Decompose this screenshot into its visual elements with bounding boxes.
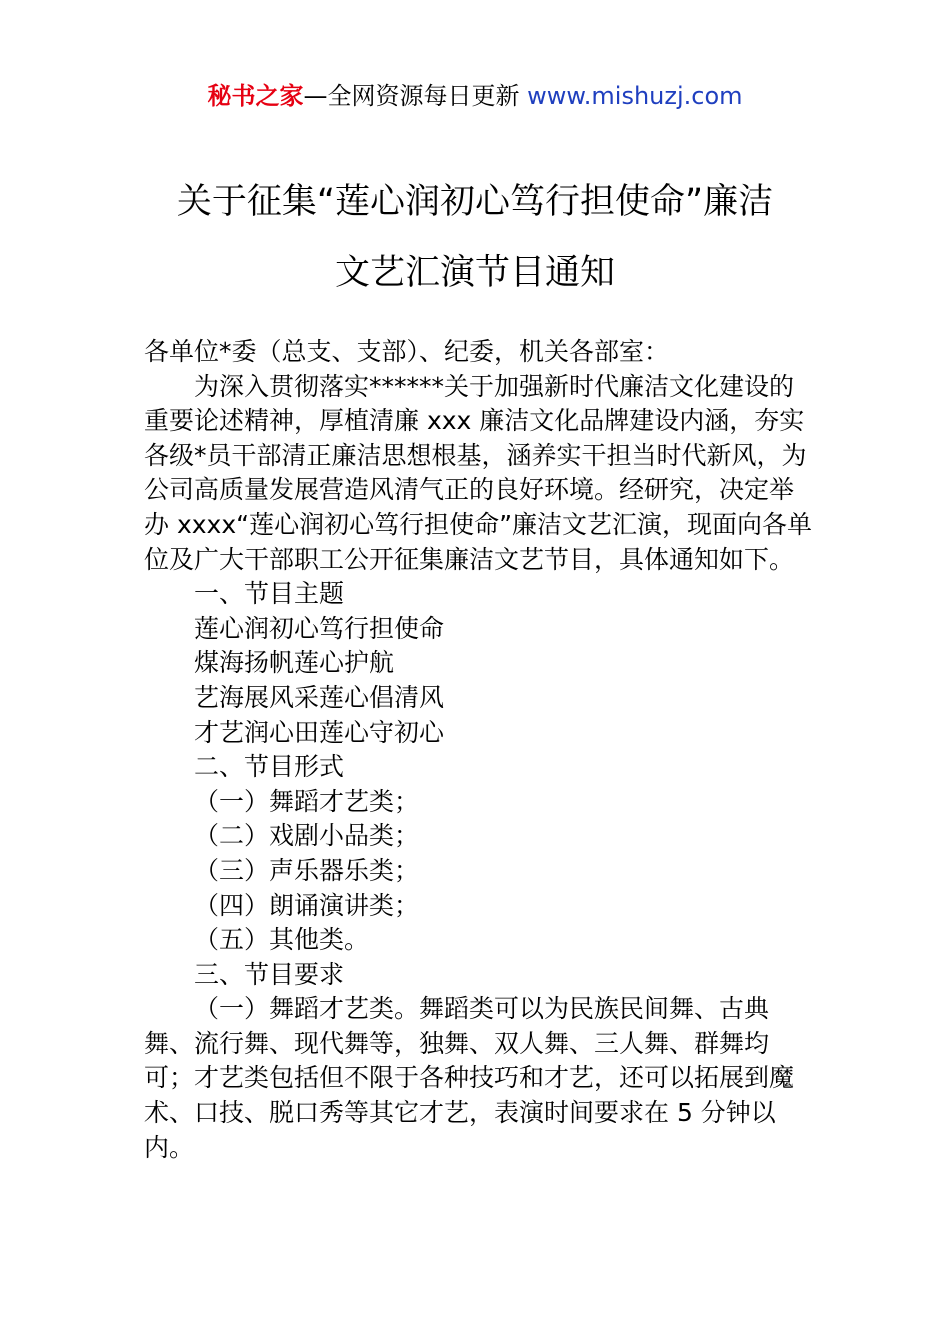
section-heading-requirements: 三、节目要求 <box>194 959 345 989</box>
brand-name: 秘书之家 <box>207 82 304 110</box>
document-body <box>144 335 814 1165</box>
format-item: （三）声乐器乐类； <box>194 855 420 885</box>
theme-item: 艺海展风采莲心倡清风 <box>194 682 445 712</box>
theme-item: 才艺润心田莲心守初心 <box>194 717 445 747</box>
theme-item: 煤海扬帆莲心护航 <box>194 648 395 678</box>
format-item: （二）戏剧小品类； <box>194 821 420 851</box>
format-item: （一）舞蹈才艺类； <box>194 786 420 816</box>
format-item: （五）其他类。 <box>194 925 370 955</box>
section-heading-theme: 一、节目主题 <box>194 579 345 609</box>
theme-item: 莲心润初心笃行担使命 <box>194 613 445 643</box>
site-banner <box>0 80 950 112</box>
document-title-line-1: 关于征集“莲心润初心笃行担使命”廉洁 <box>176 182 774 222</box>
requirements-paragraph: （一）舞蹈才艺类。舞蹈类可以为民族民间舞、古典舞、流行舞、现代舞等，独舞、双人舞、三人舞、群舞均可；才艺类包括但不限于各种技巧和才艺，还可以拓展到魔术、口技、脱口秀等其它才艺，表演时间要求在 5 分钟以内。 <box>144 994 795 1162</box>
format-item: （四）朗诵演讲类； <box>194 890 420 920</box>
section-heading-format: 二、节目形式 <box>194 752 345 782</box>
intro-paragraph: 为深入贯彻落实******关于加强新时代廉洁文化建设的重要论述精神，厚植清廉 xxx 廉洁文化品牌建设内涵，夯实各级*员干部清正廉洁思想根基，涵养实干担当时代新风，为公司高质量发展营造风清气正的良好环境。经研究，决定举办 xxxx“莲心润初心笃行担使命”廉洁文艺汇演，现面向各单位及广大干部职工公开征集廉洁文艺节目，具体通知如下。 <box>144 371 813 574</box>
document-title-line-2: 文艺汇演节目通知 <box>334 253 615 293</box>
site-slogan: —全网资源每日更新 <box>303 82 528 110</box>
site-url-link[interactable]: www.mishuzj.com <box>527 82 743 110</box>
salutation: 各单位*委（总支、支部）、纪委，机关各部室： <box>144 337 670 366</box>
